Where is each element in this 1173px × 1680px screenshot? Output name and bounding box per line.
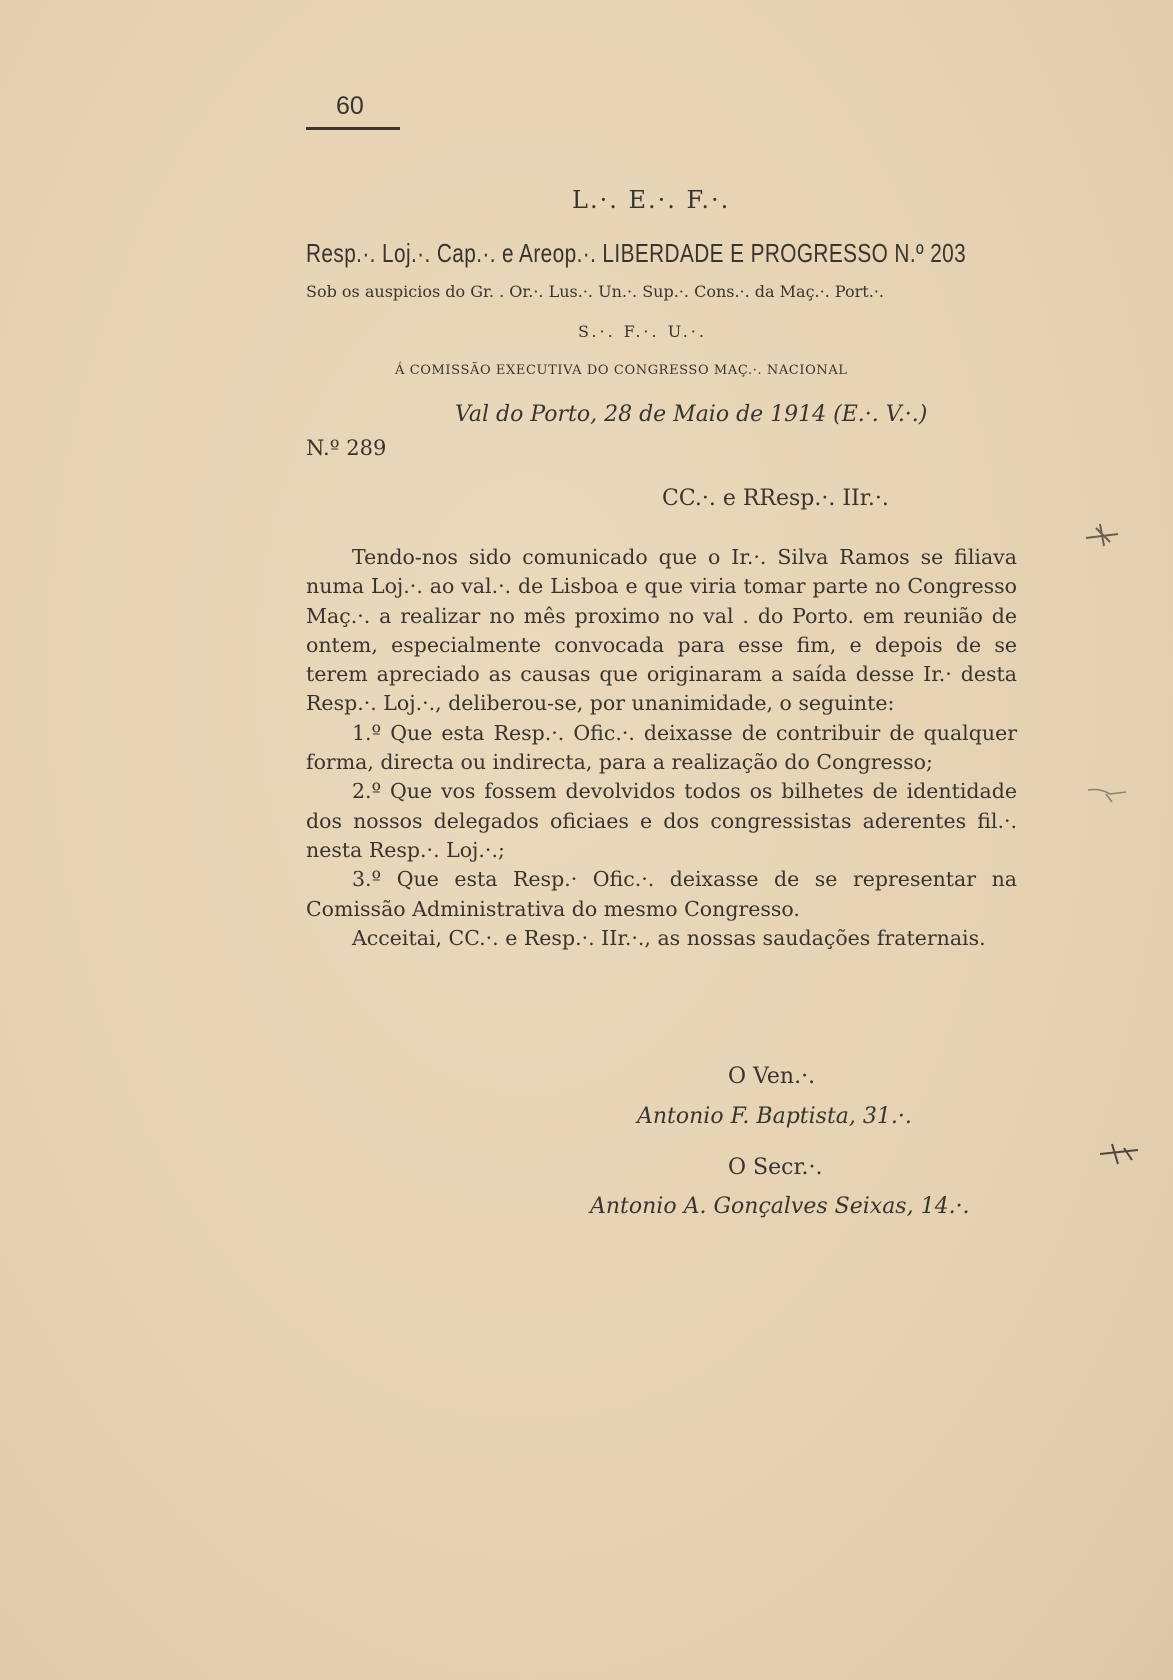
secretary-name: Antonio A. Gonçalves Seixas, 14.·. <box>590 1194 970 1219</box>
body-paragraph: Tendo-nos sido comunicado que o Ir.·. Silva Ramos se filiava numa Loj.·. ao val.·. de Lisboa e que viria tomar parte no Congresso Maç.·. a realizar no mês proximo no val . do Porto. em reunião de ontem, especialmente convocada para esse fim, e depois de se terem apreciado as causas que originaram a saída desse Ir.· desta Resp.·. Loj.·., deliberou-se, por unanimidade, o seguinte: <box>306 545 1017 716</box>
dateline: Val do Porto, 28 de Maio de 1914 (E.·. V.·.) <box>455 402 928 427</box>
margin-mark-icon <box>1086 780 1130 804</box>
venerable-title: O Ven.·. <box>728 1064 816 1089</box>
suf-line: S.·. F.·. U.·. <box>578 322 707 341</box>
auspices-line: Sob os auspicios do Gr. . Or.·. Lus.·. Un.·. Sup.·. Cons.·. da Maç.·. Port.·. <box>306 282 884 301</box>
salutation: CC.·. e RResp.·. IIr.·. <box>662 486 889 511</box>
page-number-underline <box>306 127 400 130</box>
page-number: 60 <box>336 92 364 120</box>
margin-mark-icon <box>1082 518 1124 552</box>
document-number: N.º 289 <box>306 436 387 460</box>
resolution-item-2: 2.º Que vos fossem devolvidos todos os bilhetes de identidade dos nossos delegados oficiaes e dos congressistas aderentes fil.·. nesta Resp.·. Loj.·.; <box>306 779 1017 862</box>
secretary-title: O Secr.·. <box>728 1155 823 1180</box>
letter-body <box>306 543 1017 953</box>
lodge-title: Resp.·. Loj.·. Cap.·. e Areop.·. LIBERDADE E PROGRESSO N.º 203 <box>306 238 967 268</box>
resolution-item-1: 1.º Que esta Resp.·. Ofic.·. deixasse de contribuir de qualquer forma, directa ou indirecta, para a realização do Congresso; <box>306 720 1017 775</box>
venerable-name: Antonio F. Baptista, 31.·. <box>637 1104 912 1129</box>
resolution-item-3: 3.º Que esta Resp.· Ofic.·. deixasse de se representar na Comissão Administrativa do mesmo Congresso. <box>306 867 1017 921</box>
closing-paragraph: Acceitai, CC.·. e Resp.·. IIr.·., as nossas saudações fraternais. <box>352 925 986 950</box>
addressee-line: Á COMISSÃO EXECUTIVA DO CONGRESSO MAÇ.·. NACIONAL <box>395 363 848 378</box>
margin-mark-icon <box>1098 1140 1144 1168</box>
lef-heading: L.·. E.·. F.·. <box>572 186 731 214</box>
